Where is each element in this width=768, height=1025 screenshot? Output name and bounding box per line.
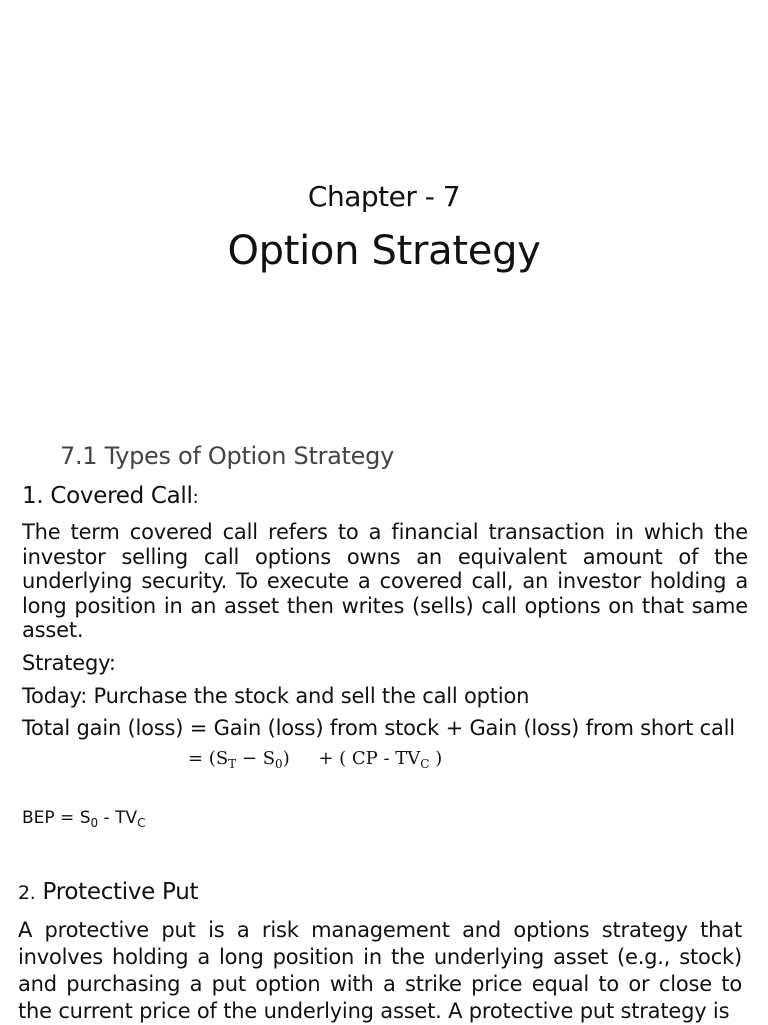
protective-put-heading-text: Protective Put (35, 879, 199, 905)
bep-part: BEP = S (22, 808, 91, 828)
today-line: Today: Purchase the stock and sell the call option (22, 684, 530, 708)
formula-part: ) + ( CP - TV (282, 748, 421, 769)
covered-call-formula (188, 748, 442, 771)
bep-subscript: C (137, 816, 146, 830)
formula-subscript: C (420, 757, 430, 771)
protective-put-heading-number: 2. (18, 882, 36, 904)
formula-part: − S (236, 748, 276, 769)
page-title: Option Strategy (227, 228, 541, 274)
total-gain-line: Total gain (loss) = Gain (loss) from stock + Gain (loss) from short call (22, 716, 735, 740)
formula-part: ) (429, 748, 443, 769)
covered-call-heading-colon: : (192, 487, 199, 508)
protective-put-heading (18, 879, 198, 905)
formula-subscript: T (228, 757, 237, 771)
covered-call-heading-text: Covered Call (50, 483, 193, 509)
bep-subscript: 0 (90, 816, 99, 830)
protective-put-paragraph: A protective put is a risk management and options strategy that involves holding a long position in the underlying asset (e.g., stock) and purchasing a put option with a strike price equal to or close to the current price of the underlying asset. A protective put strategy is (18, 918, 742, 1023)
bep-formula (22, 808, 146, 830)
covered-call-heading (22, 483, 198, 509)
formula-part: = (S (188, 748, 229, 769)
strategy-label: Strategy: (22, 651, 116, 675)
chapter-label: Chapter - 7 (307, 180, 461, 213)
covered-call-paragraph: The term covered call refers to a financial transaction in which the investor selling call options owns an equivalent amount of the underlying security. To execute a covered call, an investor holding a long position in an asset then writes (sells) call options on that same asset. (22, 520, 748, 642)
section-heading: 7.1 Types of Option Strategy (60, 442, 394, 470)
bep-part: - TV (98, 808, 138, 828)
covered-call-heading-number: 1. (22, 483, 44, 509)
formula-subscript: 0 (275, 757, 283, 771)
